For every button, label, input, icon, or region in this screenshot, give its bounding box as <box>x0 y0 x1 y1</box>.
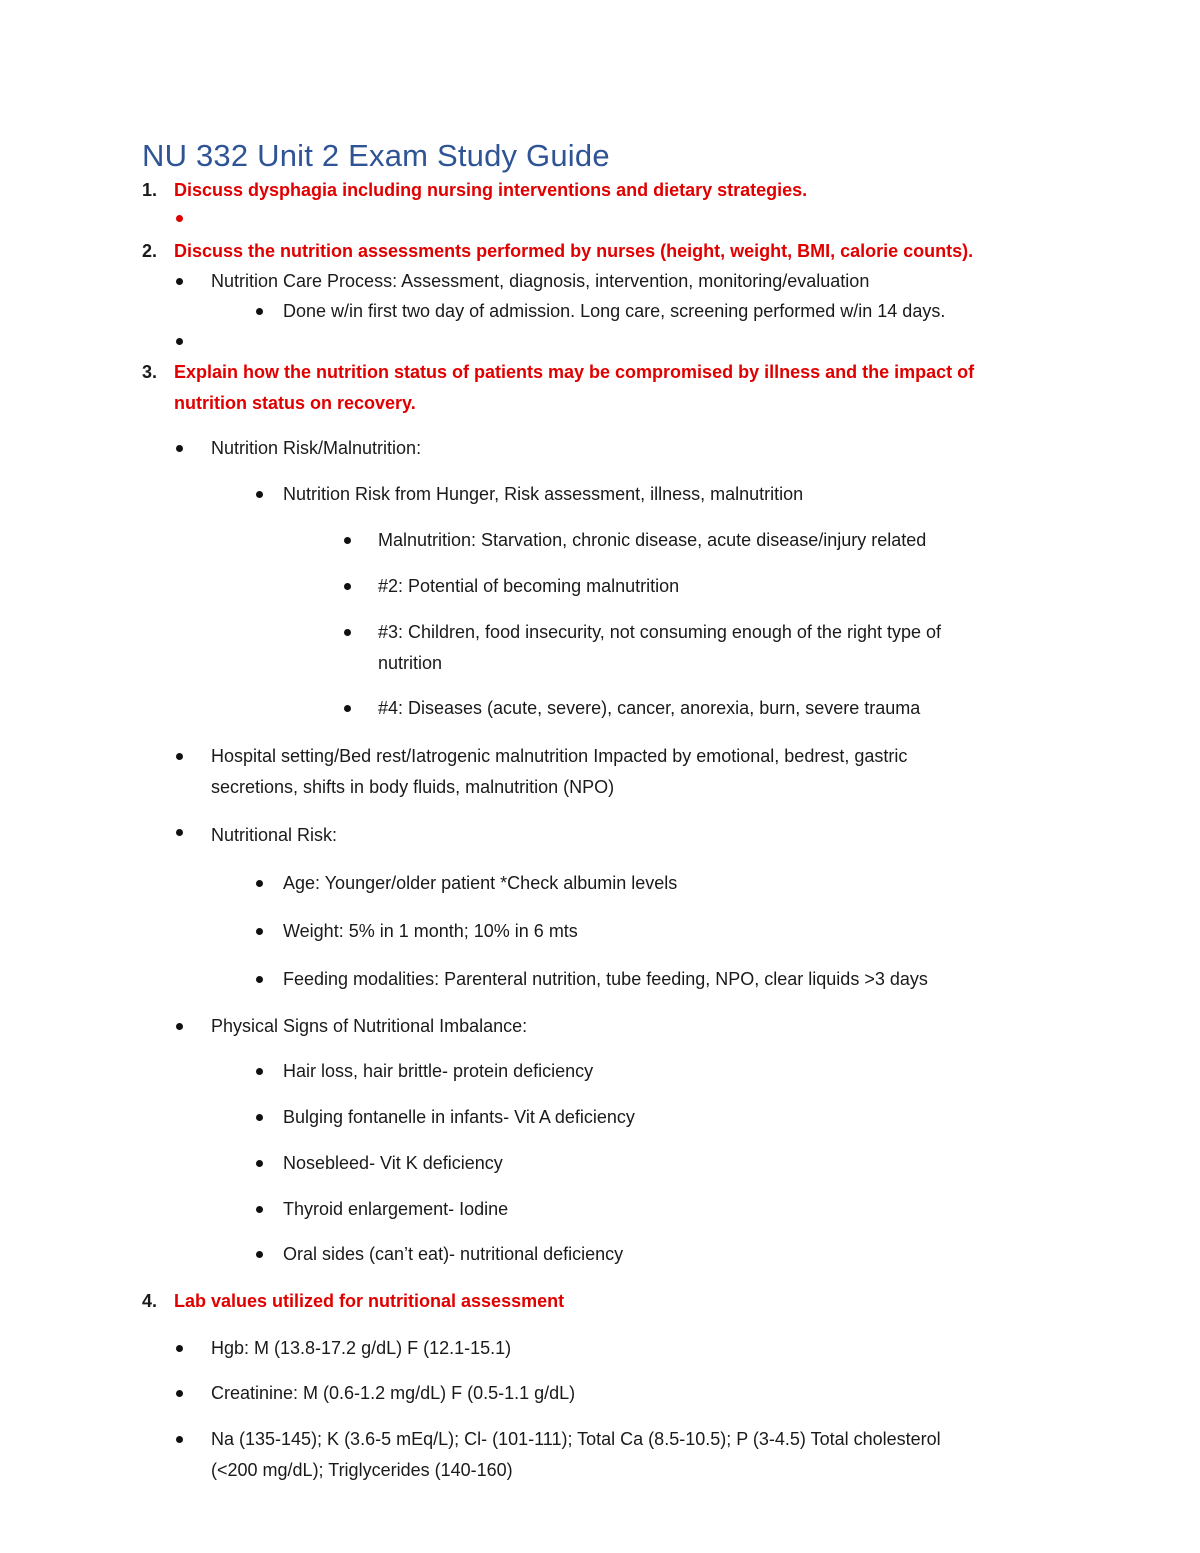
bullet-icon <box>344 583 351 590</box>
bullet-icon <box>176 215 183 222</box>
list-item: Hgb: M (13.8-17.2 g/dL) F (12.1-15.1) <box>211 1338 512 1358</box>
list-item: Bulging fontanelle in infants- Vit A deficiency <box>283 1107 635 1127</box>
list-item: Hair loss, hair brittle- protein deficiency <box>283 1061 594 1081</box>
bullet-icon <box>176 1345 183 1352</box>
list-item: Age: Younger/older patient *Check albumin levels <box>283 873 678 893</box>
bullet-icon <box>344 629 351 636</box>
list-item: Nutrition Risk/Malnutrition: <box>211 438 422 458</box>
bullet-icon <box>176 338 183 345</box>
bullet-icon <box>176 829 183 836</box>
document-title: NU 332 Unit 2 Exam Study Guide <box>142 138 610 173</box>
list-item: Feeding modalities: Parenteral nutrition, tube feeding, NPO, clear liquids >3 days <box>283 969 928 989</box>
q3-heading-line2: nutrition status on recovery. <box>174 393 416 413</box>
bullet-icon <box>256 1251 263 1258</box>
bullet-icon <box>256 976 263 983</box>
list-item-continuation: nutrition <box>378 653 443 673</box>
bullet-icon <box>176 1023 183 1030</box>
bullet-icon <box>256 1114 263 1121</box>
list-item: Nutrition Care Process: Assessment, diagnosis, intervention, monitoring/evaluation <box>211 271 870 291</box>
list-item: Malnutrition: Starvation, chronic disease, acute disease/injury related <box>378 530 927 550</box>
q2-number: 2. <box>142 241 158 261</box>
list-item-continuation: secretions, shifts in body fluids, malnutrition (NPO) <box>211 777 615 797</box>
bullet-icon <box>176 1390 183 1397</box>
list-item: Nutrition Risk from Hunger, Risk assessment, illness, malnutrition <box>283 484 804 504</box>
bullet-icon <box>176 1436 183 1443</box>
list-item: Nutritional Risk: <box>211 825 338 845</box>
bullet-icon <box>344 537 351 544</box>
list-item: Weight: 5% in 1 month; 10% in 6 mts <box>283 921 578 941</box>
list-item-continuation: (<200 mg/dL); Triglycerides (140-160) <box>211 1460 513 1480</box>
list-item: Na (135-145); K (3.6-5 mEq/L); Cl- (101-111); Total Ca (8.5-10.5); P (3-4.5) Total cholesterol <box>211 1429 941 1449</box>
q3-heading-line1: Explain how the nutrition status of patients may be compromised by illness and the impact of <box>174 362 975 382</box>
bullet-icon <box>176 278 183 285</box>
list-item: Thyroid enlargement- Iodine <box>283 1199 509 1219</box>
bullet-icon <box>256 928 263 935</box>
list-item: #3: Children, food insecurity, not consuming enough of the right type of <box>378 622 942 642</box>
bullet-icon <box>176 445 183 452</box>
bullet-icon <box>256 308 263 315</box>
q3-number: 3. <box>142 362 158 382</box>
list-item: Hospital setting/Bed rest/Iatrogenic malnutrition Impacted by emotional, bedrest, gastric <box>211 746 908 766</box>
bullet-icon <box>176 753 183 760</box>
list-item: Physical Signs of Nutritional Imbalance: <box>211 1016 528 1036</box>
list-item: Nosebleed- Vit K deficiency <box>283 1153 503 1173</box>
q4-heading: Lab values utilized for nutritional assessment <box>174 1291 565 1311</box>
list-item: Done w/in first two day of admission. Long care, screening performed w/in 14 days. <box>283 301 946 321</box>
q1-number: 1. <box>142 180 158 200</box>
list-item: Oral sides (can’t eat)- nutritional deficiency <box>283 1244 624 1264</box>
bullet-icon <box>344 705 351 712</box>
list-item: #4: Diseases (acute, severe), cancer, anorexia, burn, severe trauma <box>378 698 921 718</box>
q4-number: 4. <box>142 1291 158 1311</box>
list-item: Creatinine: M (0.6-1.2 mg/dL) F (0.5-1.1 g/dL) <box>211 1383 576 1403</box>
q1-heading: Discuss dysphagia including nursing interventions and dietary strategies. <box>174 180 808 200</box>
bullet-icon <box>256 491 263 498</box>
list-item: #2: Potential of becoming malnutrition <box>378 576 680 596</box>
bullet-icon <box>256 1068 263 1075</box>
bullet-icon <box>256 880 263 887</box>
bullet-icon <box>256 1160 263 1167</box>
bullet-icon <box>256 1206 263 1213</box>
q2-heading: Discuss the nutrition assessments performed by nurses (height, weight, BMI, calorie counts). <box>174 241 974 261</box>
